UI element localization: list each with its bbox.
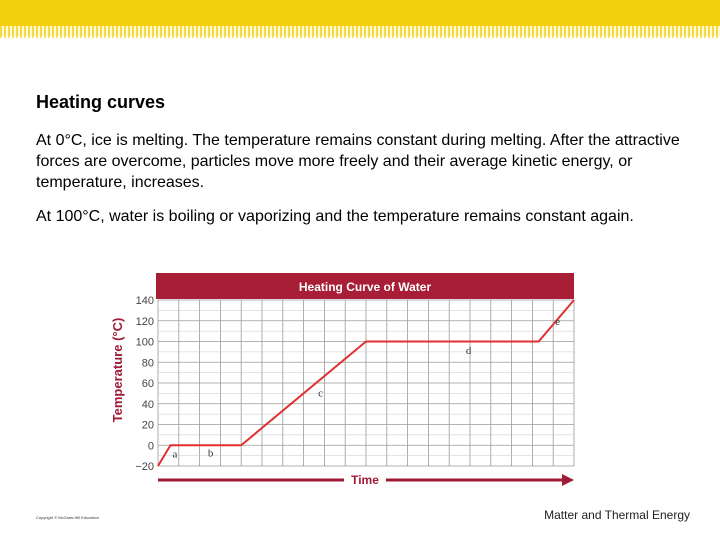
y-tick-label: −20 xyxy=(135,461,154,473)
segment-label-a: a xyxy=(172,448,178,461)
chart-title: Heating Curve of Water xyxy=(298,280,432,294)
chart-grid xyxy=(158,300,574,466)
segment-label-b: b xyxy=(207,447,214,460)
copyright-notice: Copyright © McGraw-Hill Education xyxy=(36,515,99,520)
y-tick-labels xyxy=(135,295,154,473)
slide-title: Heating curves xyxy=(36,92,166,112)
y-tick-label: 120 xyxy=(135,315,154,328)
y-tick-label: 40 xyxy=(141,398,154,411)
y-tick-label: 80 xyxy=(141,357,154,370)
time-arrowhead xyxy=(562,474,574,486)
heating-curve-chart xyxy=(106,272,580,492)
footer-section-title: Matter and Thermal Energy xyxy=(544,508,690,522)
y-tick-label: 140 xyxy=(135,295,154,307)
y-tick-label: 20 xyxy=(141,419,154,432)
y-tick-label: 60 xyxy=(141,378,154,390)
segment-labels xyxy=(173,316,561,461)
segment-label-d: d xyxy=(465,344,472,357)
x-axis-label: Time xyxy=(351,473,379,487)
paragraph-boiling: At 100°C, water is boiling or vaporizing and the temperature remains constant again. xyxy=(36,208,634,225)
y-tick-label: 0 xyxy=(147,440,154,453)
paragraph-melting: At 0°C, ice is melting. The temperature remains constant during melting. After the attractive forces are overcome, particles move more freely and their average kinetic energy, or temperature, increases. xyxy=(36,132,680,191)
y-axis-label: Temperature (°C) xyxy=(110,317,125,423)
segment-label-e: e xyxy=(555,315,561,328)
segment-label-c: c xyxy=(318,387,324,400)
banner-fade-strip xyxy=(0,26,720,38)
y-tick-label: 100 xyxy=(135,336,154,349)
